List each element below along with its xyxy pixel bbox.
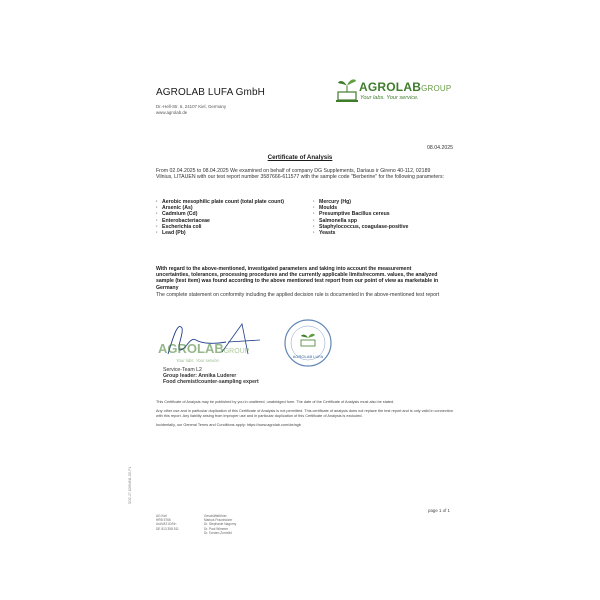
parameter-item: · Moulds: [313, 205, 338, 212]
watermark-logo: AGROLABGROUP Your labs. Your service.: [158, 341, 250, 363]
address-line: Dr.-Hell-Str. 6, 24107 Kiel, Germany: [156, 104, 227, 109]
parameter-item: · Arsenic (As): [156, 205, 193, 212]
parameter-item: · Enterobacteriaceae: [156, 217, 210, 224]
plant-laptop-icon: [336, 74, 358, 104]
document-title: Certificate of Analysis: [267, 154, 333, 161]
parameter-item: · Cadmium (Cd): [156, 211, 198, 218]
group-leader: Group leader: Annika Luderer: [163, 373, 237, 380]
intro-paragraph: From 02.04.2025 to 08.04.2025 We examined on behalf of company DG Supplements, Dariaus ir Gireno 40-112, 02189 Vilnius, LITAUEN with our test report number 3587666-611577 with the sample code "Berberine" for the following parameters:: [156, 168, 444, 181]
logo-tagline: Your labs. Your service.: [360, 95, 419, 101]
lab-stamp: [283, 318, 333, 368]
complete-statement: The complete statement on conformity including the applied decision rule is documented in the above-mentioned test report: [156, 292, 440, 298]
parameter-item: · Aerobic mesophilic plate count (total plate count): [156, 199, 284, 205]
parameter-item: · Salmonella spp: [313, 217, 358, 224]
parameter-item: · Staphylococcus, coagulase-positive: [313, 223, 409, 230]
parameter-column-left: [156, 199, 304, 236]
agrolab-logo: [336, 70, 456, 110]
footer-management: Geschäftsführer Markus Fraunholzer Dr. Stephanie Nagorny Dr. Paul Wimmer Dr. Torsten Zurmühl: [204, 514, 237, 535]
side-document-code: DOC-27-10884811-DE-P1: [128, 466, 132, 504]
note-paragraph: This Certificate of Analysis may be published by you in unaltered, unabridged form. The date of the Certificate of Analysis must also be stated.: [156, 400, 395, 404]
parameter-item: · Lead (Pb): [156, 230, 186, 237]
footer-registration: AG Kiel HRB 5766 Ust/VAT-ID/Nr: DE 813 358 511: [156, 514, 179, 531]
legal-notes: [156, 400, 456, 432]
note-paragraph: Incidentally, our General Terms and Conditions apply: https://www.agrolab.com/de/agb: [156, 423, 301, 427]
website-line: www.agrolab.de: [156, 110, 188, 115]
logo-brand: AGROLABGROUP: [359, 80, 452, 94]
team-name: Service-Team L2: [163, 367, 202, 373]
stamp-text: AGROLAB LUFA: [292, 354, 324, 359]
note-paragraph: Any other use and in particular duplication of this Certificate of Analysis is not permitted. This certificate of analysis does not replace the test report and is only valid in connection with this report. Any liability arising from improper use and in particular duplication of this Certificate of Analysis is excluded.: [156, 409, 453, 418]
document-date: 08.04.2025: [427, 145, 453, 151]
parameter-item: · Mercury (Hg): [313, 199, 351, 205]
parameter-item: · Yeasts: [313, 230, 336, 237]
service-team: [163, 367, 259, 386]
leader-role: Food chemist/counter-sampling expert: [163, 379, 259, 386]
company-address: [156, 104, 226, 116]
parameter-item: · Escherichia coli: [156, 223, 202, 230]
stamp-icon: [283, 318, 333, 368]
parameter-column-right: [313, 199, 446, 236]
parameter-item: · Presumptive Bacillus cereus: [313, 211, 390, 218]
company-name: AGROLAB LUFA GmbH: [156, 87, 265, 98]
page-number: page 1 of 1: [428, 508, 450, 513]
conclusion-paragraph: With regard to the above-mentioned, investigated parameters and taking into account the measurement uncertainties, tolerances, processing procedures and the currently applicable limits/recomm. values, the analyzed sample (test item) was found according to the above mentioned test report from our point of view as marketable in Germany: [156, 266, 439, 291]
